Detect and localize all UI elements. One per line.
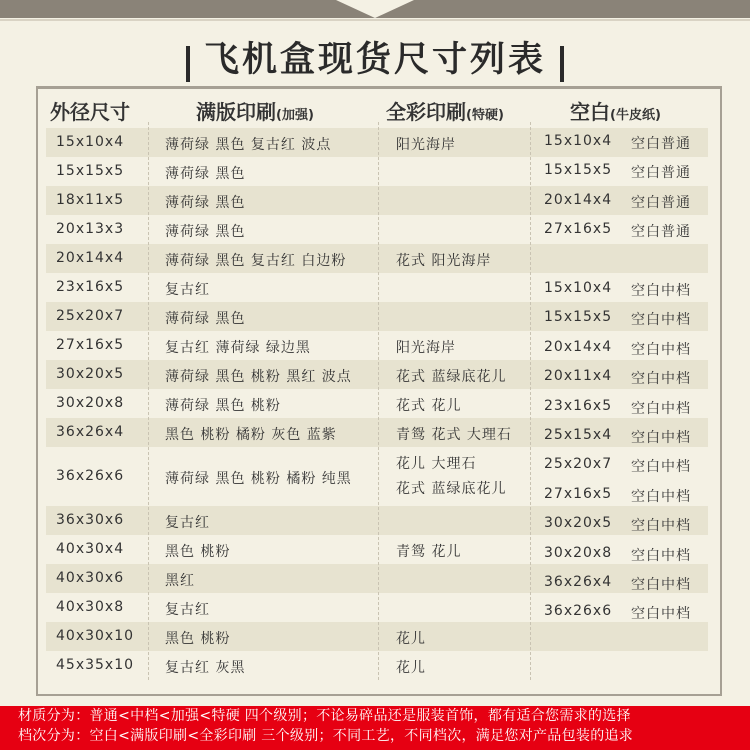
table-row [46, 244, 708, 273]
column-divider [378, 122, 380, 680]
footer-banner [0, 706, 750, 750]
full-print-cell: 复古红 薄荷绿 绿边黑 [165, 339, 311, 356]
blank-size-cell: 20x14x4 [544, 338, 613, 355]
blank-type-cell: 空白普通 [631, 194, 691, 211]
header-full-print-label: 满版印刷 [196, 100, 276, 124]
full-print-cell: 复古红 [165, 514, 210, 531]
blank-type-cell: 空白中档 [631, 341, 691, 358]
blank-size-cell: 23x16x5 [544, 397, 613, 414]
blank-size-cell: 36x26x4 [544, 574, 613, 590]
size-cell: 36x26x6 [56, 467, 125, 484]
size-cell: 27x16x5 [56, 336, 125, 353]
table-row [46, 622, 708, 651]
color-print-cell: 花儿 大理石 [396, 456, 477, 472]
footer-grade-line: 档次分为：空白<满版印刷<全彩印刷 三个级别；不同工艺，不同档次，满足您对产品包装的追求 [18, 728, 634, 744]
size-cell: 23x16x5 [56, 278, 125, 295]
footer-material-line: 材质分为：普通<中档<加强<特硬 四个级别；不论易碎品还是服装首饰，都有适合您需求的选择 [18, 708, 631, 724]
size-cell: 36x26x4 [56, 423, 125, 440]
header-full-print-sub: (加强) [276, 108, 314, 123]
blank-type-cell: 空白中档 [631, 400, 691, 417]
full-print-cell: 薄荷绿 黑色 [165, 165, 246, 182]
color-print-cell: 青鸳 花儿 [396, 543, 462, 560]
blank-type-cell: 空白中档 [631, 547, 691, 564]
header-blank-sub: (牛皮纸) [610, 108, 661, 123]
blank-size-cell: 15x10x4 [544, 133, 613, 149]
full-print-cell: 复古红 [165, 601, 210, 618]
size-cell: 18x11x5 [56, 191, 125, 208]
color-print-cell: 花式 蓝绿底花儿 [396, 481, 507, 497]
color-print-cell: 花式 花儿 [396, 397, 462, 414]
full-print-cell: 薄荷绿 黑色 复古红 波点 [165, 136, 332, 153]
blank-type-cell: 空白中档 [631, 312, 691, 329]
full-print-cell: 黑色 桃粉 [165, 630, 231, 647]
full-print-cell: 薄荷绿 黑色 [165, 223, 246, 240]
color-print-cell: 阳光海岸 [396, 136, 456, 153]
blank-type-cell: 空白普通 [631, 224, 691, 241]
size-cell: 15x10x4 [56, 133, 125, 150]
color-print-cell: 花式 蓝绿底花儿 [396, 368, 507, 385]
size-cell: 40x30x6 [56, 569, 125, 586]
size-cell: 45x35x10 [56, 656, 135, 673]
blank-type-cell: 空白中档 [631, 488, 691, 505]
blank-type-cell: 空白中档 [631, 459, 691, 476]
full-print-cell: 薄荷绿 黑色 桃粉 橘粉 纯黑 [165, 470, 352, 487]
full-print-cell: 复古红 灰黑 [165, 659, 246, 676]
color-print-cell: 阳光海岸 [396, 339, 456, 356]
blank-size-cell: 30x20x5 [544, 515, 613, 532]
table-row [46, 651, 708, 680]
size-cell: 36x30x6 [56, 511, 125, 528]
blank-size-cell: 25x20x7 [544, 456, 613, 473]
blank-type-cell: 空白中档 [631, 430, 691, 446]
full-print-cell: 黑红 [165, 572, 195, 589]
full-print-cell: 复古红 [165, 281, 210, 298]
size-cell: 20x13x3 [56, 220, 125, 237]
size-cell: 30x20x8 [56, 394, 125, 411]
blank-type-cell: 空白中档 [631, 518, 691, 535]
blank-size-cell: 15x15x5 [544, 162, 613, 179]
full-print-cell: 薄荷绿 黑色 桃粉 黑红 波点 [165, 368, 352, 385]
header-blank-label: 空白 [570, 100, 610, 124]
column-divider [530, 122, 532, 680]
blank-type-cell: 空白普通 [631, 136, 691, 152]
size-cell: 15x15x5 [56, 162, 125, 179]
size-cell: 25x20x7 [56, 307, 125, 324]
size-cell: 40x30x8 [56, 598, 125, 615]
page-title: 飞机盒现货尺寸列表 [203, 40, 546, 80]
header-size-label: 外径尺寸 [50, 100, 130, 124]
size-cell: 40x30x4 [56, 540, 125, 557]
full-print-cell: 黑色 桃粉 橘粉 灰色 蓝紫 [165, 426, 337, 443]
header-color-print-label: 全彩印刷 [386, 100, 466, 124]
size-cell: 40x30x10 [56, 627, 135, 644]
blank-type-cell: 空白普通 [631, 165, 691, 182]
full-print-cell: 薄荷绿 黑色 桃粉 [165, 397, 281, 414]
blank-type-cell: 空白中档 [631, 371, 691, 388]
color-print-cell: 花儿 [396, 659, 426, 676]
full-print-cell: 薄荷绿 黑色 复古红 白边粉 [165, 252, 347, 269]
blank-size-cell: 15x15x5 [544, 309, 613, 326]
blank-size-cell: 20x14x4 [544, 191, 613, 208]
blank-size-cell: 20x11x4 [544, 368, 613, 385]
blank-size-cell: 30x20x8 [544, 544, 613, 561]
blank-type-cell: 空白中档 [631, 577, 691, 593]
color-print-cell: 花式 阳光海岸 [396, 252, 492, 269]
blank-type-cell: 空白中档 [631, 283, 691, 299]
color-print-cell: 花儿 [396, 630, 426, 647]
full-print-cell: 黑色 桃粉 [165, 543, 231, 560]
blank-size-cell: 36x26x6 [544, 603, 613, 620]
size-cell: 20x14x4 [56, 249, 125, 266]
header-color-print-sub: (特硬) [466, 108, 504, 123]
blank-size-cell: 25x15x4 [544, 427, 613, 443]
blank-size-cell: 15x10x4 [544, 280, 613, 296]
full-print-cell: 薄荷绿 黑色 [165, 310, 246, 327]
full-print-cell: 薄荷绿 黑色 [165, 194, 246, 211]
blank-size-cell: 27x16x5 [544, 485, 613, 502]
color-print-cell: 青鸳 花式 大理石 [396, 426, 512, 443]
blank-type-cell: 空白中档 [631, 606, 691, 623]
column-divider [148, 122, 150, 680]
blank-size-cell: 27x16x5 [544, 221, 613, 238]
size-cell: 30x20x5 [56, 365, 125, 382]
